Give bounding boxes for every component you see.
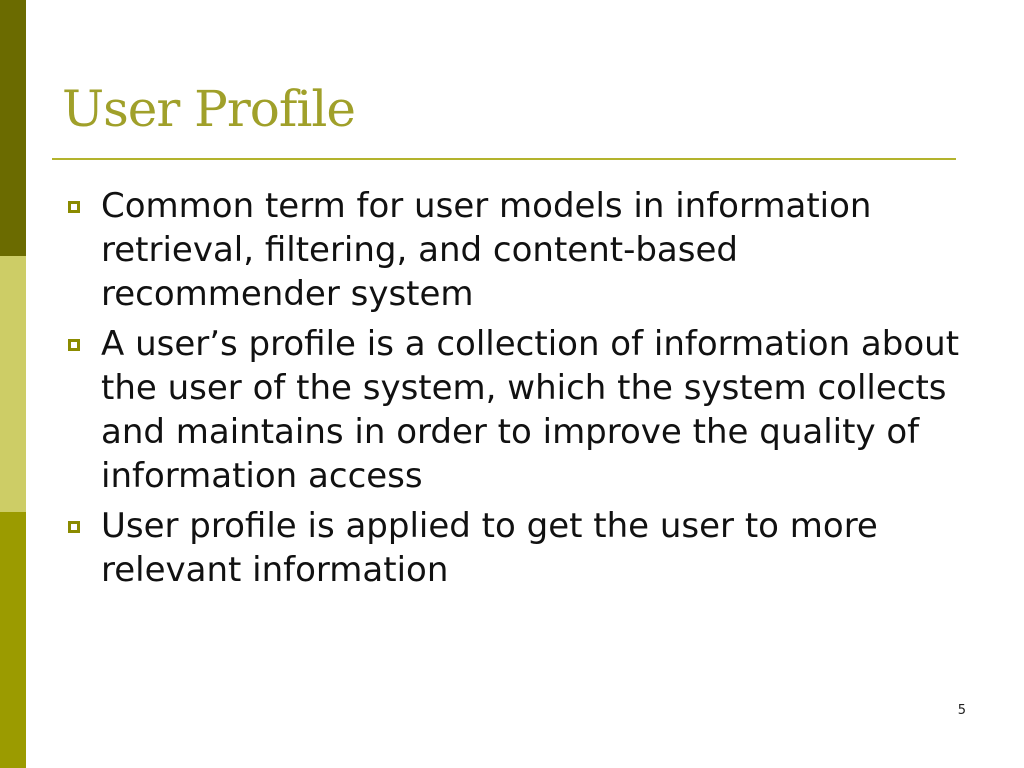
bullet-item [64,504,964,592]
bullet-item [64,322,964,498]
bullet-item [64,184,964,316]
page-number: 5 [957,703,966,718]
hollow-square-icon [68,339,80,351]
bullet-text: User profile is applied to get the user to more relevant information [101,506,878,590]
sidebar-segment-bottom [0,512,26,768]
title-divider [52,158,956,160]
bullet-list [64,184,964,598]
hollow-square-icon [68,521,80,533]
bullet-text: Common term for user models in information retrieval, filtering, and content-based recommender system [101,186,872,314]
decorative-sidebar [0,0,26,768]
hollow-square-icon [68,201,80,213]
sidebar-segment-middle [0,256,26,512]
slide-title: User Profile [62,80,355,138]
sidebar-segment-top [0,0,26,256]
bullet-text: A user’s profile is a collection of information about the user of the system, which the system collects and maintains in order to improve the quality of information access [101,324,960,496]
